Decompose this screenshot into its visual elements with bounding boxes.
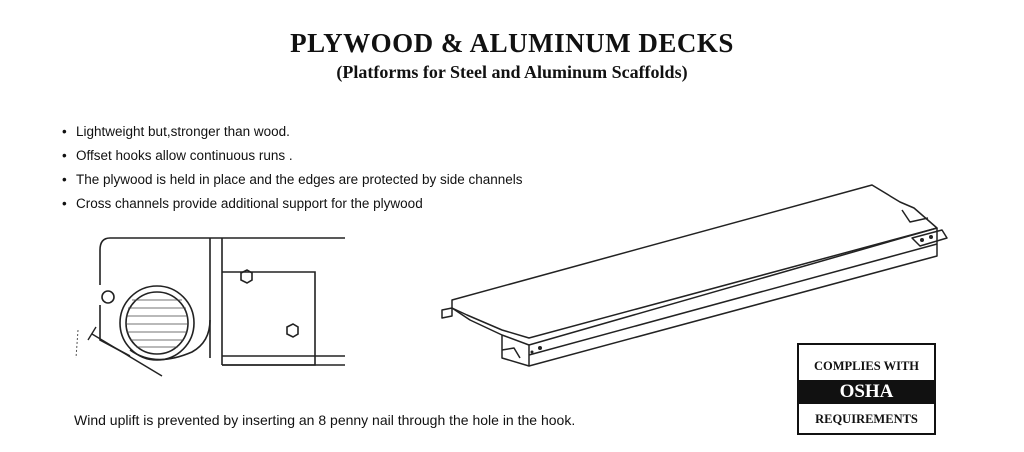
- hook-caption: Wind uplift is prevented by inserting an 8 penny nail through the hole in the hook.: [74, 412, 576, 428]
- bullet-icon: •: [62, 172, 67, 187]
- badge-top-text: COMPLIES WITH: [814, 359, 919, 373]
- bullet-icon: •: [62, 124, 67, 139]
- feature-text: Lightweight but,stronger than wood.: [76, 124, 290, 139]
- feature-text: Offset hooks allow continuous runs .: [76, 148, 293, 163]
- page-subtitle: (Platforms for Steel and Aluminum Scaffolds): [336, 62, 688, 82]
- badge-osha-text: OSHA: [799, 380, 934, 404]
- hook-detail-drawing: [70, 230, 360, 380]
- feature-item: [62, 120, 523, 144]
- badge-bottom-text: REQUIREMENTS: [815, 412, 918, 426]
- feature-item: [62, 144, 523, 168]
- bullet-icon: •: [62, 196, 67, 211]
- feature-text: Cross channels provide additional support for the plywood: [76, 196, 423, 211]
- bullet-icon: •: [62, 148, 67, 163]
- osha-compliance-badge: [797, 343, 936, 435]
- page-title: PLYWOOD & ALUMINUM DECKS: [290, 28, 734, 58]
- feature-text: The plywood is held in place and the edges are protected by side channels: [76, 172, 523, 187]
